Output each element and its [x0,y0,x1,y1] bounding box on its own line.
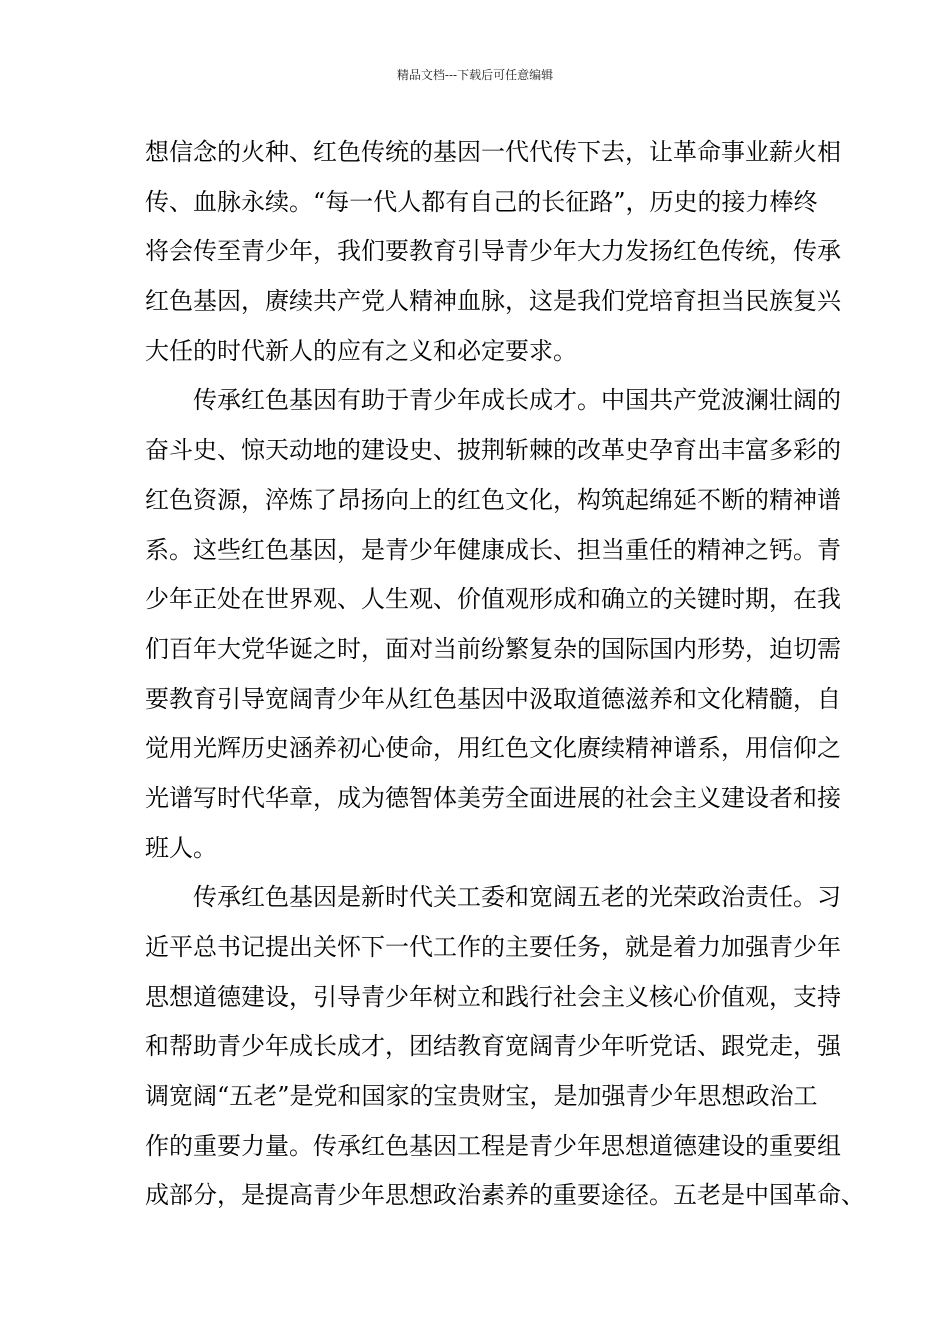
text-line: 系。这些红色基因，是青少年健康成长、担当重任的精神之钙。青 [145,535,841,564]
text-line: 奋斗史、惊天动地的建设史、披荆斩棘的改革史孕育出丰富多彩的 [145,436,841,465]
text-line: 传、血脉永续。“每一代人都有自己的长征路”，历史的接力棒终 [145,187,818,216]
text-line: 红色基因，赓续共产党人精神血脉，这是我们党培育担当民族复兴 [145,287,841,316]
page-header: 精品文档---下载后可任意编辑 [396,68,554,82]
text-line: 们百年大党华诞之时，面对当前纷繁复杂的国际国内形势，迫切需 [145,634,841,663]
text-line: 调宽阔“五老”是党和国家的宝贵财宝，是加强青少年思想政治工 [145,1082,818,1111]
text-line: 大任的时代新人的应有之义和必定要求。 [145,336,577,365]
text-line: 近平总书记提出关怀下一代工作的主要任务，就是着力加强青少年 [145,933,841,961]
text-line: 成部分，是提高青少年思想政治素养的重要途径。五老是中国革命、 [145,1181,865,1210]
text-line: 想信念的火种、红色传统的基因一代代传下去，让革命事业薪火相 [145,138,841,166]
text-line: 光谱写时代华章，成为德智体美劳全面进展的社会主义建设者和接 [145,783,841,812]
text-line: 班人。 [145,833,217,862]
text-line: 要教育引导宽阔青少年从红色基因中汲取道德滋养和文化精髓，自 [145,684,841,713]
text-line: 红色资源，淬炼了昂扬向上的红色文化，构筑起绵延不断的精神谱 [145,485,841,514]
document-body [145,128,865,1221]
text-line: 觉用光辉历史涵养初心使命，用红色文化赓续精神谱系，用信仰之 [145,734,841,763]
text-line: 传承红色基因有助于青少年成长成才。中国共产党波澜壮阔的 [193,386,841,415]
paragraph [145,128,841,376]
text-line: 思想道德建设，引导青少年树立和践行社会主义核心价值观，支持 [145,982,841,1011]
text-line: 少年正处在世界观、人生观、价值观形成和确立的关键时期，在我 [145,585,841,614]
text-line: 将会传至青少年，我们要教育引导青少年大力发扬红色传统，传承 [145,237,841,266]
text-line: 作的重要力量。传承红色基因工程是青少年思想道德建设的重要组 [145,1131,841,1160]
paragraph [145,376,841,873]
text-line: 传承红色基因是新时代关工委和宽阔五老的光荣政治责任。习 [193,883,841,912]
paragraph [145,873,865,1221]
text-line: 和帮助青少年成长成才，团结教育宽阔青少年听党话、跟党走，强 [145,1032,841,1061]
